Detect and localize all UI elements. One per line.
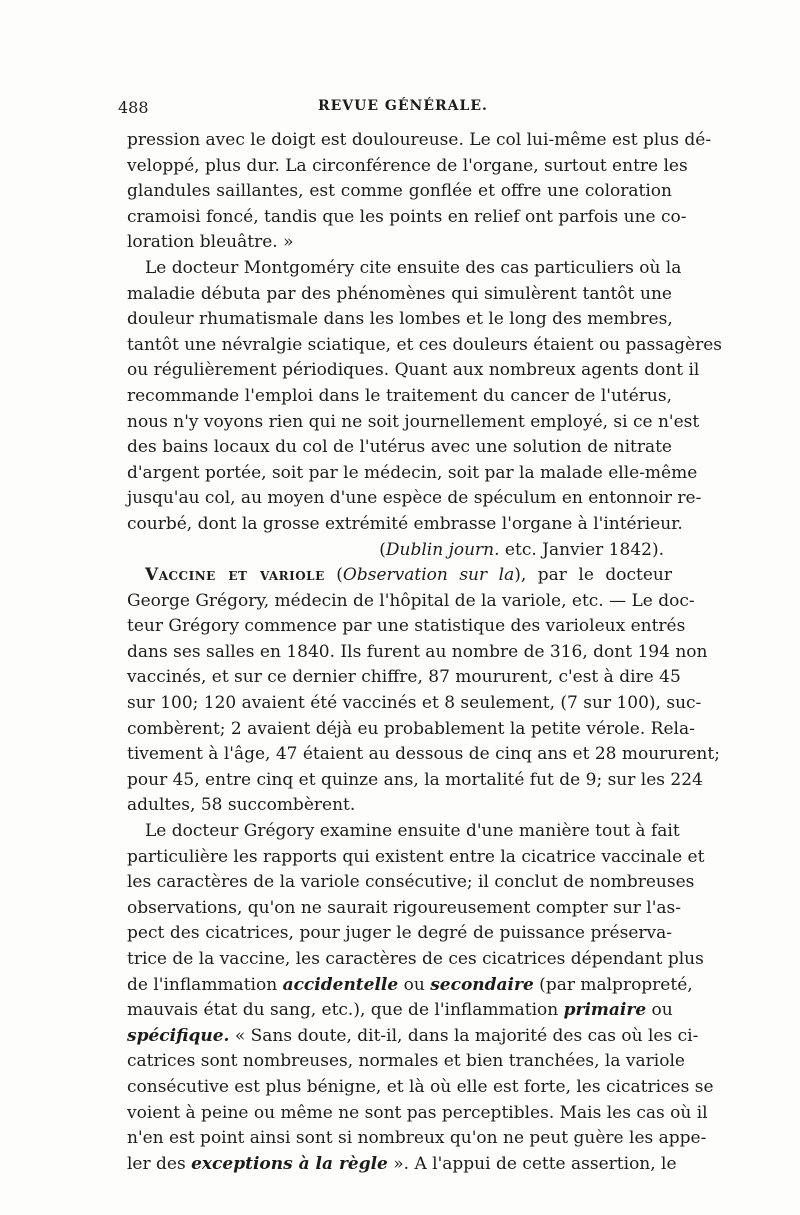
text-line: glandules saillantes, est comme gonflée et offre une coloration	[127, 181, 672, 202]
text-line: les caractères de la variole consécutive; il conclut de nombreuses	[127, 872, 695, 893]
text-line: observations, qu'on ne saurait rigoureusement compter sur l'as-	[127, 897, 682, 918]
text-line: vaccinés, et sur ce dernier chiffre, 87 moururent, c'est à dire 45	[127, 667, 681, 688]
text-line: dans ses salles en 1840. Ils furent au nombre de 316, dont 194 non	[127, 641, 708, 662]
text-line: catrices sont nombreuses, normales et bien tranchées, la variole	[127, 1051, 685, 1072]
text-line: loration bleuâtre. »	[127, 232, 294, 253]
text-line: particulière les rapports qui existent entre la cicatrice vaccinale et	[127, 846, 705, 867]
text-line: mauvais état du sang, etc.), que de l'inflammation primaire ou	[127, 1000, 673, 1021]
text-line: adultes, 58 succombèrent.	[127, 795, 356, 816]
text-line: jusqu'au col, au moyen d'une espèce de spéculum en entonnoir re-	[127, 488, 702, 509]
text-line: consécutive est plus bénigne, et là où elle est forte, les cicatrices se	[127, 1076, 714, 1097]
text-line: pect des cicatrices, pour juger le degré de puissance préserva-	[127, 923, 672, 944]
text-line: ler des exceptions à la règle ». A l'appui de cette assertion, le	[127, 1153, 677, 1174]
text-line: Le docteur Grégory examine ensuite d'une manière tout à fait	[145, 821, 680, 842]
text-line: tantôt une névralgie sciatique, et ces douleurs étaient ou passagères	[127, 334, 722, 355]
text-line: maladie débuta par des phénomènes qui simulèrent tantôt une	[127, 283, 672, 304]
text-line: pression avec le doigt est douloureuse. Le col lui-même est plus dé-	[127, 130, 712, 150]
text-line: cramoisi foncé, tandis que les points en relief ont parfois une co-	[127, 206, 687, 227]
citation-line: (Dublin journ. etc. Janvier 1842).	[379, 539, 664, 560]
page-number: 488	[118, 98, 149, 117]
text-line: voient à peine ou même ne sont pas perceptibles. Mais les cas où il	[127, 1102, 708, 1123]
text-line: ou régulièrement périodiques. Quant aux nombreux agents dont il	[127, 360, 700, 381]
section-heading: Vaccine et variole	[145, 565, 325, 586]
text-line: pour 45, entre cinq et quinze ans, la mortalité fut de 9; sur les 224	[127, 769, 703, 790]
page-header	[118, 98, 678, 124]
text-line: courbé, dont la grosse extrémité embrasse l'organe à l'intérieur.	[127, 513, 683, 534]
text-line: tivement à l'âge, 47 étaient au dessous de cinq ans et 28 moururent;	[127, 744, 720, 765]
text-line: trice de la vaccine, les caractères de ces cicatrices dépendant plus	[127, 949, 704, 969]
text-line: sur 100; 120 avaient été vaccinés et 8 seulement, (7 sur 100), suc-	[127, 693, 702, 714]
text-line: de l'inflammation accidentelle ou secondaire (par malpropreté,	[127, 974, 693, 995]
text-line: George Grégory, médecin de l'hôpital de la variole, etc. — Le doc-	[127, 590, 695, 611]
text-line: recommande l'emploi dans le traitement du cancer de l'utérus,	[127, 385, 672, 406]
text-line: Le docteur Montgoméry cite ensuite des cas particuliers où la	[145, 257, 682, 278]
text-line: nous n'y voyons rien qui ne soit journellement employé, si ce n'est	[127, 411, 700, 432]
text-line: spécifique. « Sans doute, dit-il, dans la majorité des cas où les ci-	[127, 1025, 699, 1046]
body-text	[127, 128, 722, 1177]
text-line: n'en est point ainsi sont si nombreux qu'on ne peut guère les appe-	[127, 1128, 707, 1149]
text-line: veloppé, plus dur. La circonférence de l'organe, surtout entre les	[127, 155, 688, 176]
text-line: douleur rhumatismale dans les lombes et le long des membres,	[127, 309, 673, 330]
text-line: d'argent portée, soit par le médecin, soit par la malade elle-même	[127, 462, 698, 483]
running-title: REVUE GÉNÉRALE.	[318, 98, 488, 114]
text-line: combèrent; 2 avaient déjà eu probablement la petite vérole. Rela-	[127, 718, 695, 739]
text-line: des bains locaux du col de l'utérus avec une solution de nitrate	[127, 437, 672, 458]
section-heading-line: Vaccine et variole (Observation sur la), par le docteur	[145, 565, 672, 586]
text-line: teur Grégory commence par une statistique des varioleux entrés	[127, 616, 686, 637]
